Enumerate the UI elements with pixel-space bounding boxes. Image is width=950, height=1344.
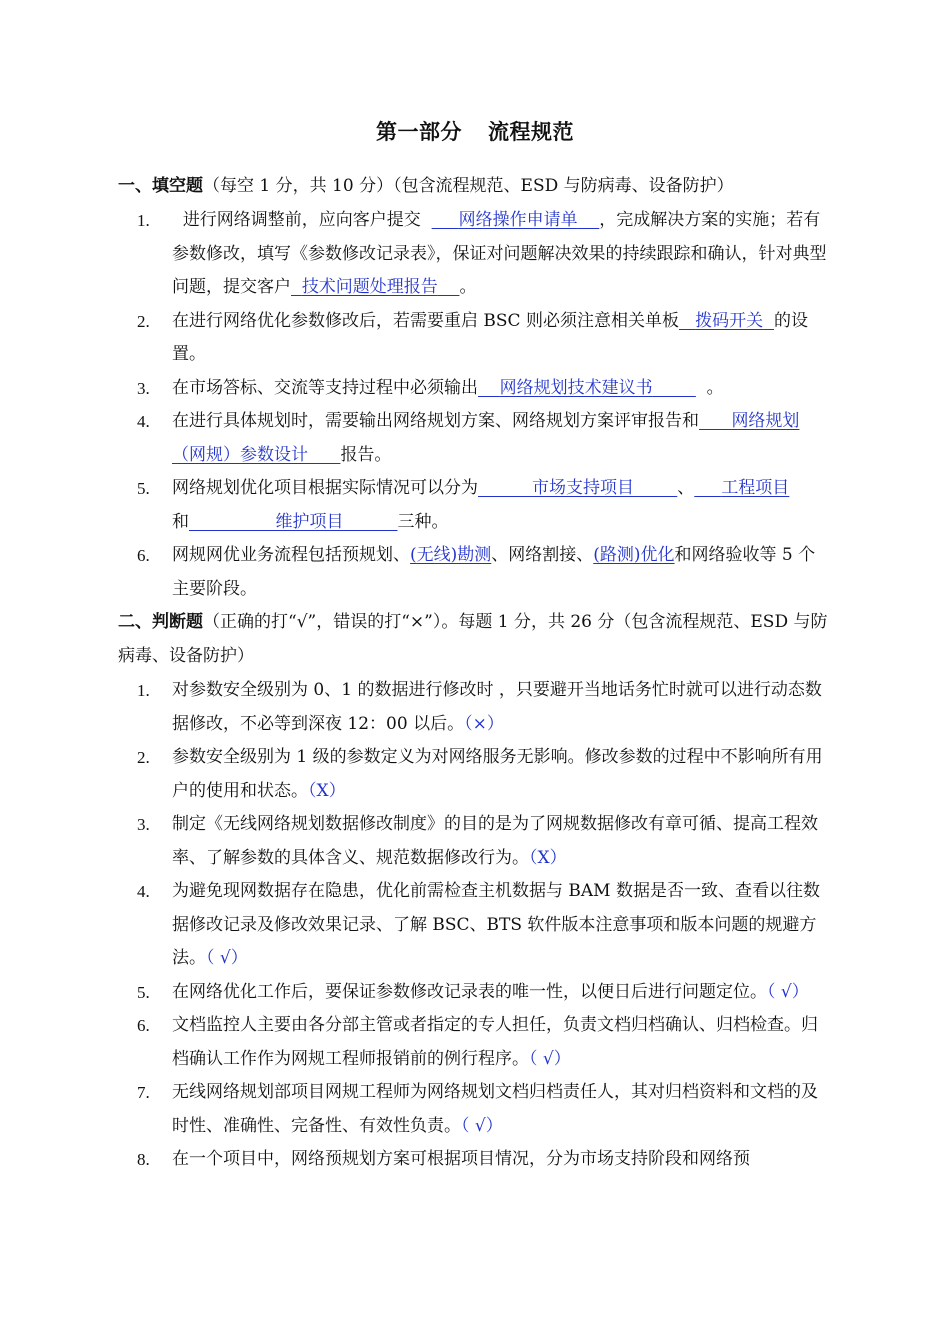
list-item [0, 405, 950, 472]
answer-blank: 网络规划（网规）参数设计 [172, 411, 800, 465]
item-text: 在一个项目中，网络预规划方案可根据项目情况，分为市场支持阶段和网络预 [172, 1149, 750, 1169]
true-false-list [0, 674, 950, 1177]
page-title [0, 116, 950, 146]
list-item [0, 1009, 950, 1076]
item-text: 进行网络调整前，应向客户提交 网络操作申请单 ，完成解决方案的实施；若有参数修改，填写《参数修改记录表》，保证对问题解决效果的持续跟踪和确认，针对典型问题，提交客户 技术问题处理报告 。 [172, 210, 827, 297]
answer-mark: （×） [464, 713, 504, 734]
list-item [0, 305, 950, 372]
answer-mark: （X） [529, 847, 567, 868]
answer-blank: 技术问题处理报告 [301, 277, 438, 297]
item-text: 网络规划优化项目根据实际情况可以分为 市场支持项目 、 工程项目和 维护项目 三种。 [172, 478, 790, 532]
answer-blank: 工程项目 [721, 478, 790, 498]
answer-mark: （ √） [767, 981, 809, 1002]
list-item [0, 976, 950, 1010]
item-text: 在市场答标、交流等支持过程中必须输出 网络规划技术建议书 。 [172, 377, 724, 398]
list-item [0, 875, 950, 976]
list-item [0, 372, 950, 406]
list-item [0, 204, 950, 305]
list-item [0, 1143, 950, 1177]
list-item [0, 539, 950, 606]
list-item [0, 741, 950, 808]
answer-blank: 市场支持项目 [532, 478, 635, 498]
fill-blank-list [0, 204, 950, 606]
answer-mark: （X） [308, 780, 346, 801]
item-number: 5. [137, 982, 150, 1002]
item-text: 参数安全级别为 1 级的参数定义为对网络服务无影响。修改参数的过程中不影响所有用户的使用和状态。（X） [172, 747, 823, 801]
answer-blank: (路测)优化 [593, 545, 675, 565]
answer-blank: 维护项目 [275, 511, 344, 532]
item-number: 3. [137, 815, 150, 834]
title-part: 第一部分 [376, 119, 462, 144]
item-text: 对参数安全级别为 0、1 的数据进行修改时 ，只要避开当地话务忙时就可以进行动态数据修改，不必等到深夜 12：00 以后。（×） [172, 680, 822, 734]
item-number: 2. [137, 748, 150, 767]
item-number: 6. [137, 546, 150, 565]
item-text: 为避免现网数据存在隐患，优化前需检查主机数据与 BAM 数据是否一致、查看以往数据修改记录及修改效果记录、了解 BSC、BTS 软件版本注意事项和版本问题的规避方法。（ √） [172, 881, 820, 968]
section1-note: （每空 1 分，共 10 分）（包含流程规范、ESD 与防病毒、设备防护） [203, 176, 734, 196]
item-number: 1. [137, 211, 150, 230]
item-text: 在进行网络优化参数修改后，若需要重启 BSC 则必须注意相关单板 拨码开关 的设置。 [172, 310, 808, 364]
section1-title: 一、填空题 [118, 176, 203, 196]
answer-mark: （ √） [461, 1115, 503, 1136]
item-text: 网规网优业务流程包括预规划、(无线)勘测、网络割接、(路测)优化和网络验收等 5 个主要阶段。 [172, 545, 816, 599]
item-number: 7. [137, 1083, 150, 1102]
item-text: 无线网络规划部项目网规工程师为网络规划文档归档责任人，其对归档资料和文档的及时性、准确性、完备性、有效性负责。（ √） [172, 1082, 818, 1136]
item-text: 文档监控人主要由各分部主管或者指定的专人担任，负责文档归档确认、归档检查。归档确认工作作为网规工程师报销前的例行程序。（ √） [172, 1015, 818, 1069]
answer-blank: 网络操作申请单 [458, 210, 578, 230]
list-item [0, 674, 950, 741]
answer-mark: （ √） [529, 1048, 571, 1069]
section2-title: 二、判断题 [118, 612, 203, 632]
answer-blank: 拨码开关 [695, 310, 764, 331]
answer-blank: 网络规划技术建议书 [499, 377, 653, 398]
item-number: 8. [137, 1150, 150, 1169]
item-text: 在进行具体规划时，需要输出网络规划方案、网络规划方案评审报告和 网络规划（网规）参数设计 报告。 [172, 411, 800, 465]
list-item [0, 1076, 950, 1143]
item-text: 制定《无线网络规划数据修改制度》的目的是为了网规数据修改有章可循、提高工程效率、了解参数的具体含义、规范数据修改行为。（X） [172, 814, 818, 868]
item-number: 4. [137, 882, 150, 901]
answer-blank: (无线)勘测 [410, 545, 492, 565]
section2-note: （正确的打“√”，错误的打“×”）。每题 1 分，共 26 分（包含流程规范、ESD 与防病毒、设备防护） [118, 612, 828, 666]
item-number: 1. [137, 681, 150, 700]
item-number: 2. [137, 311, 150, 331]
title-topic: 流程规范 [488, 119, 574, 144]
list-item [0, 472, 950, 539]
answer-mark: （ √） [206, 948, 248, 968]
item-number: 4. [137, 412, 150, 431]
section1-heading [118, 170, 838, 204]
section2-heading [118, 606, 838, 673]
list-item [0, 808, 950, 875]
item-number: 6. [137, 1016, 150, 1035]
item-number: 3. [137, 378, 150, 398]
item-text: 在网络优化工作后，要保证参数修改记录表的唯一性，以便日后进行问题定位。（ √） [172, 981, 809, 1002]
item-number: 5. [137, 479, 150, 498]
